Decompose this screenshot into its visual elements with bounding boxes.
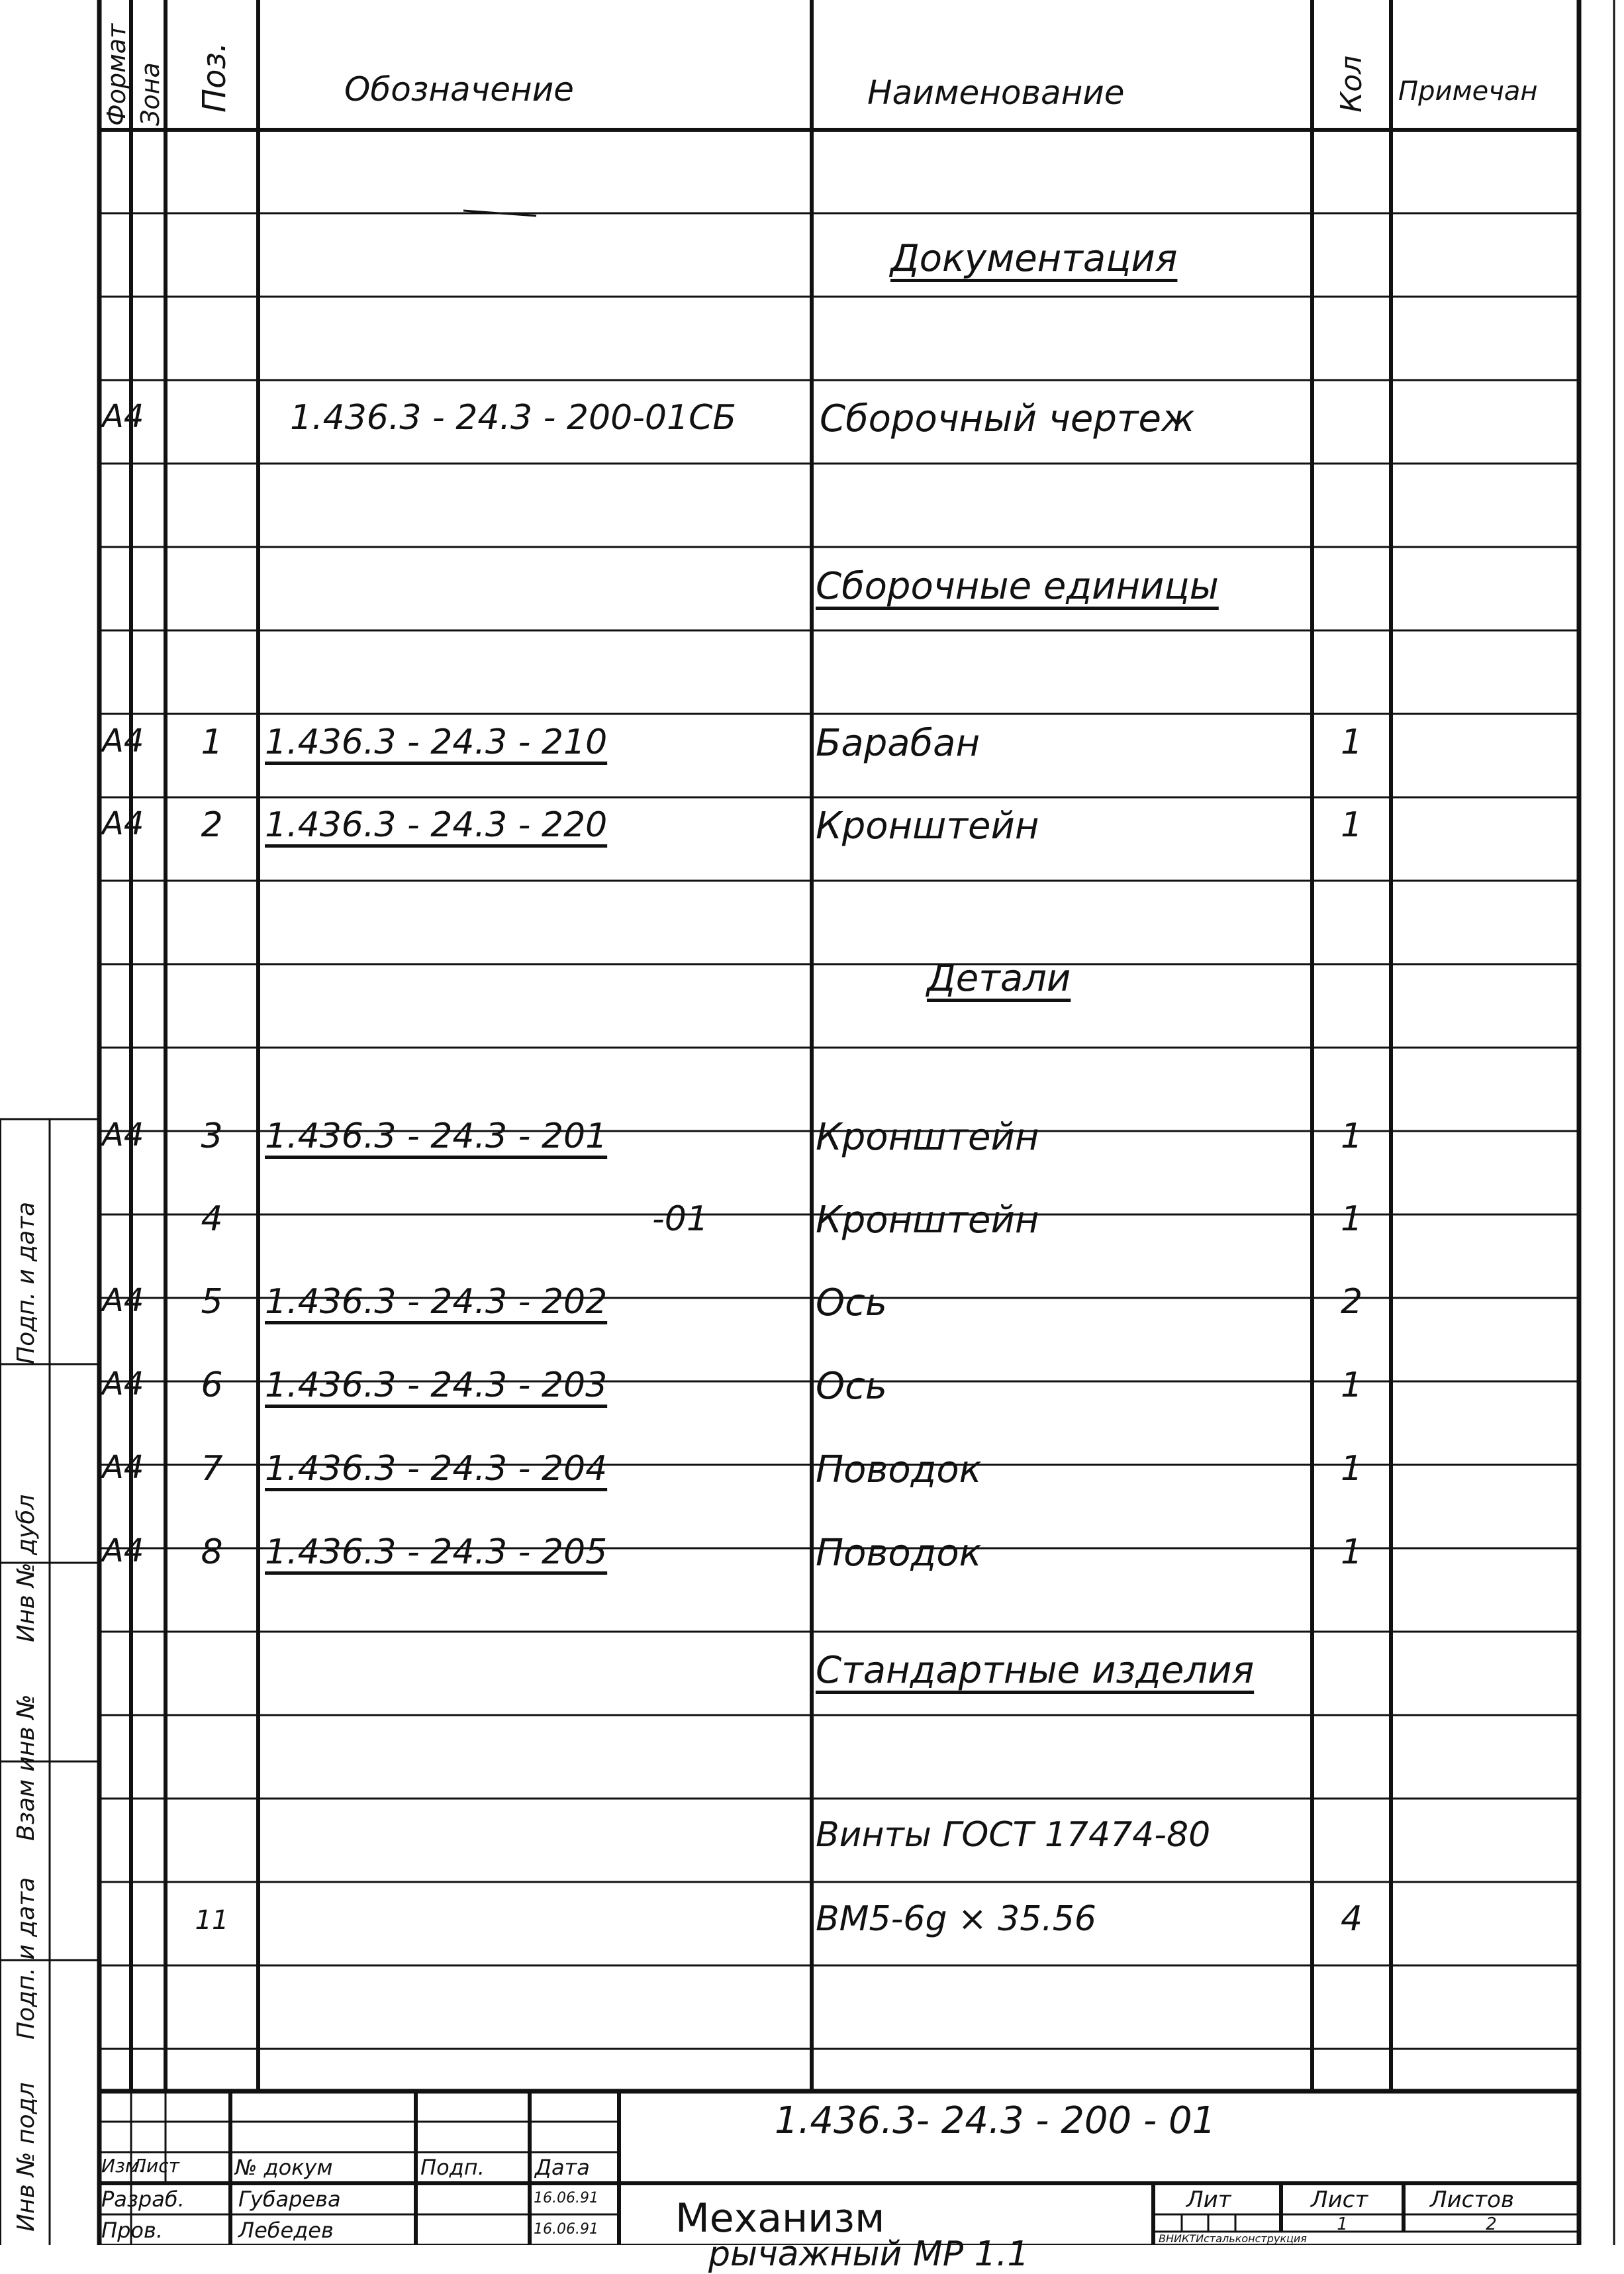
row-pos: 3	[201, 1116, 223, 1156]
header-qty: Кол	[1335, 55, 1368, 113]
header-name: Наименование	[867, 74, 1125, 112]
row-name: Поводок	[816, 1448, 982, 1491]
sheets-label: Листов	[1430, 2187, 1515, 2213]
col-header-sign: Подп.	[420, 2155, 485, 2180]
row-designation: 1.436.3 - 24.3 - 203	[265, 1365, 608, 1405]
role-person: Лебедев	[238, 2218, 334, 2243]
row-name: ВМ5-6g × 35.56	[816, 1899, 1096, 1939]
row-format: А4	[102, 1282, 144, 1319]
role-date: 16.06.91	[534, 2190, 598, 2206]
sheet-label: Лист	[1311, 2187, 1368, 2213]
row-designation: 1.436.3 - 24.3 - 210	[265, 722, 608, 762]
row-pos: 11	[195, 1905, 229, 1936]
row-pos: 8	[201, 1532, 223, 1572]
row-designation: 1.436.3 - 24.3 - 200-01СБ	[290, 398, 737, 438]
row-name: Ось	[816, 1281, 887, 1324]
row-name: Барабан	[816, 722, 980, 765]
row-qty: 1	[1340, 1199, 1363, 1239]
header-zone: Зона	[136, 62, 165, 126]
header-note: Примечан	[1398, 76, 1538, 107]
title-line-1: Механизм	[675, 2195, 885, 2242]
col-header-date: Дата	[535, 2155, 590, 2180]
header-pos: Поз.	[196, 42, 233, 113]
role-label: Пров.	[101, 2218, 163, 2243]
row-designation: -01	[652, 1199, 708, 1239]
row-qty: 1	[1340, 1449, 1363, 1489]
row-designation: 1.436.3 - 24.3 - 201	[265, 1116, 608, 1156]
row-qty: 2	[1340, 1282, 1363, 1322]
row-format: А4	[102, 1365, 144, 1403]
row-pos: 7	[201, 1449, 223, 1489]
row-designation: 1.436.3 - 24.3 - 220	[265, 805, 608, 845]
row-name: Поводок	[816, 1532, 982, 1575]
row-pos: 1	[201, 722, 223, 762]
section-heading: Сборочные единицы	[816, 565, 1219, 608]
row-pos: 6	[201, 1365, 223, 1405]
row-format: А4	[102, 1532, 144, 1569]
side-label-inv-original: Инв № подл	[13, 2082, 40, 2232]
row-qty: 1	[1340, 722, 1363, 762]
row-pos: 2	[201, 805, 223, 845]
row-name: Кронштейн	[816, 805, 1039, 848]
col-header-list: Лист	[132, 2155, 179, 2177]
side-label-sign-date-2: Подп. и дата	[13, 1201, 40, 1364]
section-heading: Детали	[927, 957, 1071, 1000]
row-designation: 1.436.3 - 24.3 - 205	[265, 1532, 608, 1572]
row-format: А4	[102, 1449, 144, 1486]
row-name: Сборочный чертеж	[820, 397, 1195, 440]
row-qty: 4	[1340, 1899, 1363, 1939]
row-format: А4	[102, 398, 144, 435]
role-label: Разраб.	[101, 2187, 185, 2212]
section-heading: Документация	[890, 237, 1178, 280]
side-label-inv-duplicate: Инв № дубл	[13, 1494, 40, 1642]
doc-number: 1.436.3- 24.3 - 200 - 01	[775, 2099, 1216, 2142]
side-label-replace-inv: Взам инв №	[13, 1694, 40, 1841]
row-qty: 1	[1340, 1116, 1363, 1156]
row-qty: 1	[1340, 805, 1363, 845]
role-person: Губарева	[238, 2187, 341, 2212]
role-date: 16.06.91	[534, 2221, 598, 2238]
row-qty: 1	[1340, 1365, 1363, 1405]
row-format: А4	[102, 805, 144, 842]
row-qty: 1	[1340, 1532, 1363, 1572]
org-line-1: ВНИКТИстальконструкция	[1159, 2232, 1307, 2245]
row-name: Кронштейн	[816, 1116, 1039, 1159]
header-designation: Обозначение	[344, 70, 574, 109]
row-name: Ось	[816, 1365, 887, 1408]
row-pos: 5	[201, 1282, 223, 1322]
row-name: Кронштейн	[816, 1199, 1039, 1242]
row-name: Винты ГОСТ 17474-80	[816, 1815, 1211, 1855]
header-format: Формат	[102, 23, 131, 126]
lit-label: Лит	[1186, 2187, 1231, 2213]
row-designation: 1.436.3 - 24.3 - 202	[265, 1282, 608, 1322]
sheet-value: 1	[1337, 2214, 1348, 2234]
col-header-doc: № докум	[235, 2155, 333, 2180]
title-line-2: рычажный МР 1.1	[708, 2234, 1029, 2274]
row-designation: 1.436.3 - 24.3 - 204	[265, 1449, 608, 1489]
row-format: А4	[102, 722, 144, 760]
sheets-value: 2	[1486, 2214, 1497, 2234]
section-heading: Стандартные изделия	[816, 1649, 1255, 1692]
row-pos: 4	[201, 1199, 223, 1239]
row-format: А4	[102, 1116, 144, 1154]
side-label-sign-date: Подп. и дата	[13, 1877, 40, 2040]
col-header-izm: Изм.	[101, 2155, 145, 2177]
